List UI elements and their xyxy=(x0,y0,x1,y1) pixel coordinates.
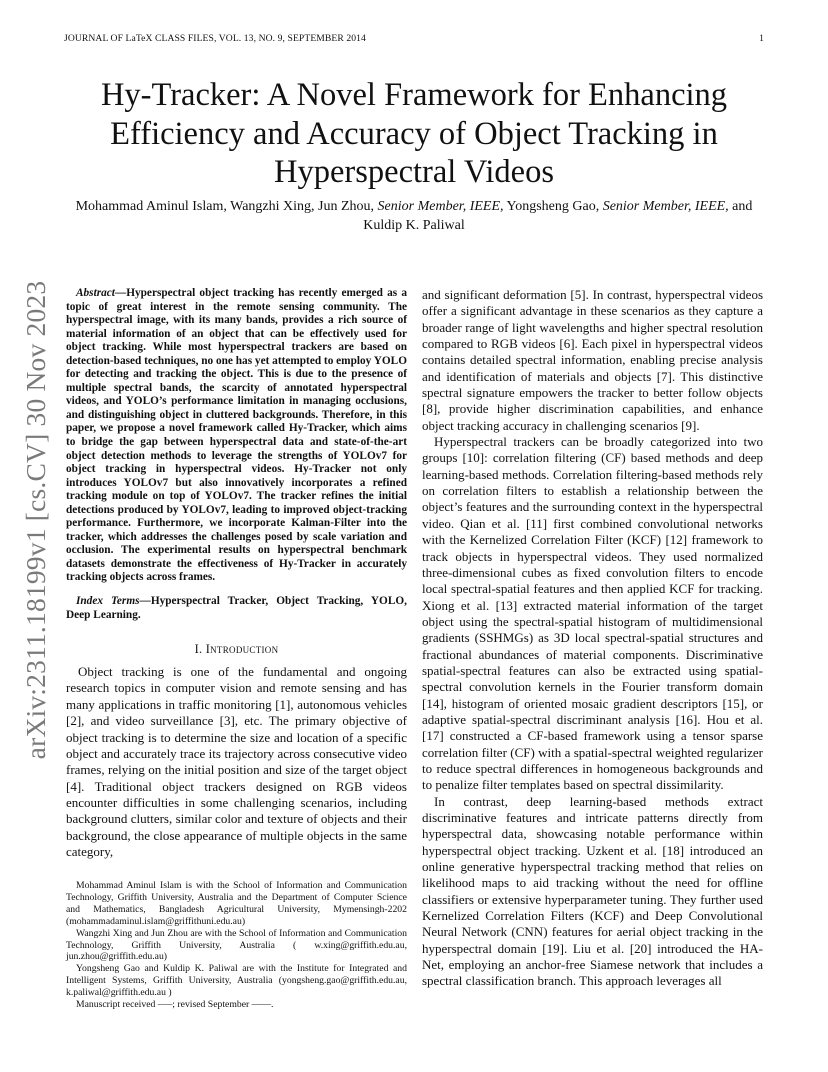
index-terms-lead: Index Terms xyxy=(76,595,140,608)
section-heading-introduction: I. Introduction xyxy=(194,642,279,657)
author-role-1: Senior Member, IEEE, xyxy=(377,199,504,214)
journal-name: JOURNAL OF LaTeX CLASS FILES, VOL. 13, NO. 9, SEPTEMBER 2014 xyxy=(64,33,366,44)
authors-part-2: Yongsheng Gao, xyxy=(503,199,603,214)
right-paragraph-2: Hyperspectral trackers can be broadly categorized into two groups [10]: correlation filtering (CF) based methods and deep learning-based methods. Correlation filtering-based methods rely on correlation filters to establish a relationship between the object’s features and the surrounding context in the hyperspectral video. Qian et al. [11] first combined convolutional networks with the Kernelized Correlation Filter (KCF) [12] framework to track objects in hyperspectral videos. They used normalized three-dimensional cubes as fixed convolution filters to encode local spectral-spatial features and then applied KCF for tracking. Xiong et al. [13] extracted material information of the target object using the spectral-spatial histogram of multidimensional gradients (SSHMGs) as 3D local spectral-spatial structures and fractional abundances of material components. Discriminative spatial-spectral features can also be extracted using spatial-spectral convolution kernels in the Fourier transform domain [14], histogram of oriented mosaic gradient descriptors [15], or adaptive spatial-spectral discriminant analysis [16]. Hou et al. [17] constructed a CF-based framework using a tensor sparse correlation filter (CF) with a spatial-spectral weighted regularizer to reduce spectral differences in homogeneous backgrounds and to penalize filter templates based on spectral dissimilarity. xyxy=(422,434,763,793)
footnote-affiliation-2: Wangzhi Xing and Jun Zhou are with the School of Information and Communication Technology, Griffith University, Australia ( w.xing@griffith.edu.au, jun.zhou@griffith.edu.au) xyxy=(66,927,407,963)
arxiv-identifier: arXiv:2311.18199v1 [cs.CV] 30 Nov 2023 xyxy=(20,280,51,760)
abstract-lead: Abstract xyxy=(76,287,115,299)
intro-paragraph-1: Object tracking is one of the fundamental and ongoing research topics in computer vision and remote sensing and has many applications in traffic monitoring [1], autonomous vehicles [2], and video surveillance [3], etc. The primary objective of object tracking is to determine the size and location of a specific object and accurately trace its trajectory across consecutive video frames, relying on the initial position and size of the target object [4]. Traditional object trackers designed on RGB videos encounter difficulties in some challenging scenarios, including background clutters, similar color and texture of objects and their background, the close appearance of multiple objects in the same category, xyxy=(66,664,407,859)
footnote-manuscript: Manuscript received —–; revised September ——. xyxy=(76,999,274,1011)
index-terms-text: —Hyperspectral Tracker, Object Tracking, YOLO, Deep Learning. xyxy=(66,595,407,621)
abstract xyxy=(66,287,407,585)
index-terms xyxy=(66,595,407,622)
footnote-affiliation-1: Mohammad Aminul Islam is with the School of Information and Communication Technology, Griffith University, Australia and the Department of Computer Science and Mathematics, Bangladesh Agricultural University, Mymensingh-2202 (mohammadaminul.islam@griffithuni.edu.au) xyxy=(66,880,407,927)
footnote-affiliation-3: Yongsheng Gao and Kuldip K. Paliwal are with the Institute for Integrated and Intelligent Systems, Griffith University, Australia (yongsheng.gao@griffith.edu.au, k.paliwal@griffith.edu.au ) xyxy=(66,963,407,999)
arxiv-sidebar xyxy=(22,280,50,760)
author-list xyxy=(70,197,758,235)
running-head xyxy=(64,33,764,44)
page-number: 1 xyxy=(759,33,764,44)
right-paragraph-3: In contrast, deep learning-based methods extract discriminative features and intricate patterns directly from hyperspectral data, showcasing notable performance within hyperspectral object tracking. Uzkent et al. [18] introduced an online generative hyperspectral tracking method that relies on likelihood maps to aid tracking without the need for offline classifiers or extensive hyperparameter tuning. They further used Kernelized Correlation Filters (KCF) and Deep Convolutional Neural Network (CNN) features for aerial object tracking in the hyperspectral domain [19]. Liu et al. [20] introduced the HA-Net, employing an anchor-free Siamese network that includes a spectral classification branch. This approach leverages all xyxy=(422,793,763,989)
authors-part-3: and Kuldip K. Paliwal xyxy=(363,199,753,233)
footnotes xyxy=(66,880,407,1011)
left-column xyxy=(66,287,407,860)
abstract-text: —Hyperspectral object tracking has recently emerged as a topic of great interest in the remote sensing community. The hyperspectral image, with its many bands, provides a rich source of material information of an object that can be effectively used for object tracking. While most hyperspectral trackers are based on detection-based techniques, no one has yet attempted to employ YOLO for detecting and tracking the object. This is due to the presence of multiple spectral bands, the scarcity of annotated hyperspectral videos, and YOLO’s performance limitation in managing occlusions, and distinguishing object in cluttered backgrounds. Therefore, in this paper, we propose a novel framework called Hy-Tracker, which aims to bridge the gap between hyperspectral data and state-of-the-art object detection methods to leverage the strengths of YOLOv7 for object tracking in hyperspectral videos. Hy-Tracker not only introduces YOLOv7 but also innovatively incorporates a refined tracking module on top of YOLOv7. The tracker refines the initial detections produced by YOLOv7, leading to improved object-tracking performance. Furthermore, we incorporate Kalman-Filter into the tracker, which addresses the challenges posed by scale variation and occlusion. The experimental results on hyperspectral benchmark datasets demonstrate the effectiveness of Hy-Tracker in accurately tracking objects across frames. xyxy=(66,287,407,584)
right-paragraph-1: and significant deformation [5]. In contrast, hyperspectral videos offer a significant advantage in these scenarios as they capture a broader range of light wavelengths and higher spectral resolution compared to RGB videos [6]. Each pixel in hyperspectral videos contains detailed spectral information, enabling precise analysis and identification of materials and objects [7]. This distinctive spectral signature empowers the tracker to better follow objects [8], provide higher discrimination capabilities, and enhance object tracking accuracy in challenging scenarios [9]. xyxy=(422,287,763,433)
authors-part-1: Mohammad Aminul Islam, Wangzhi Xing, Jun Zhou, xyxy=(75,199,378,214)
paper-title: Hy-Tracker: A Novel Framework for Enhancing Efficiency and Accuracy of Object Tracking in Hyperspectral Videos xyxy=(100,77,728,190)
author-role-2: Senior Member, IEEE, xyxy=(602,199,729,214)
right-column xyxy=(422,287,763,990)
